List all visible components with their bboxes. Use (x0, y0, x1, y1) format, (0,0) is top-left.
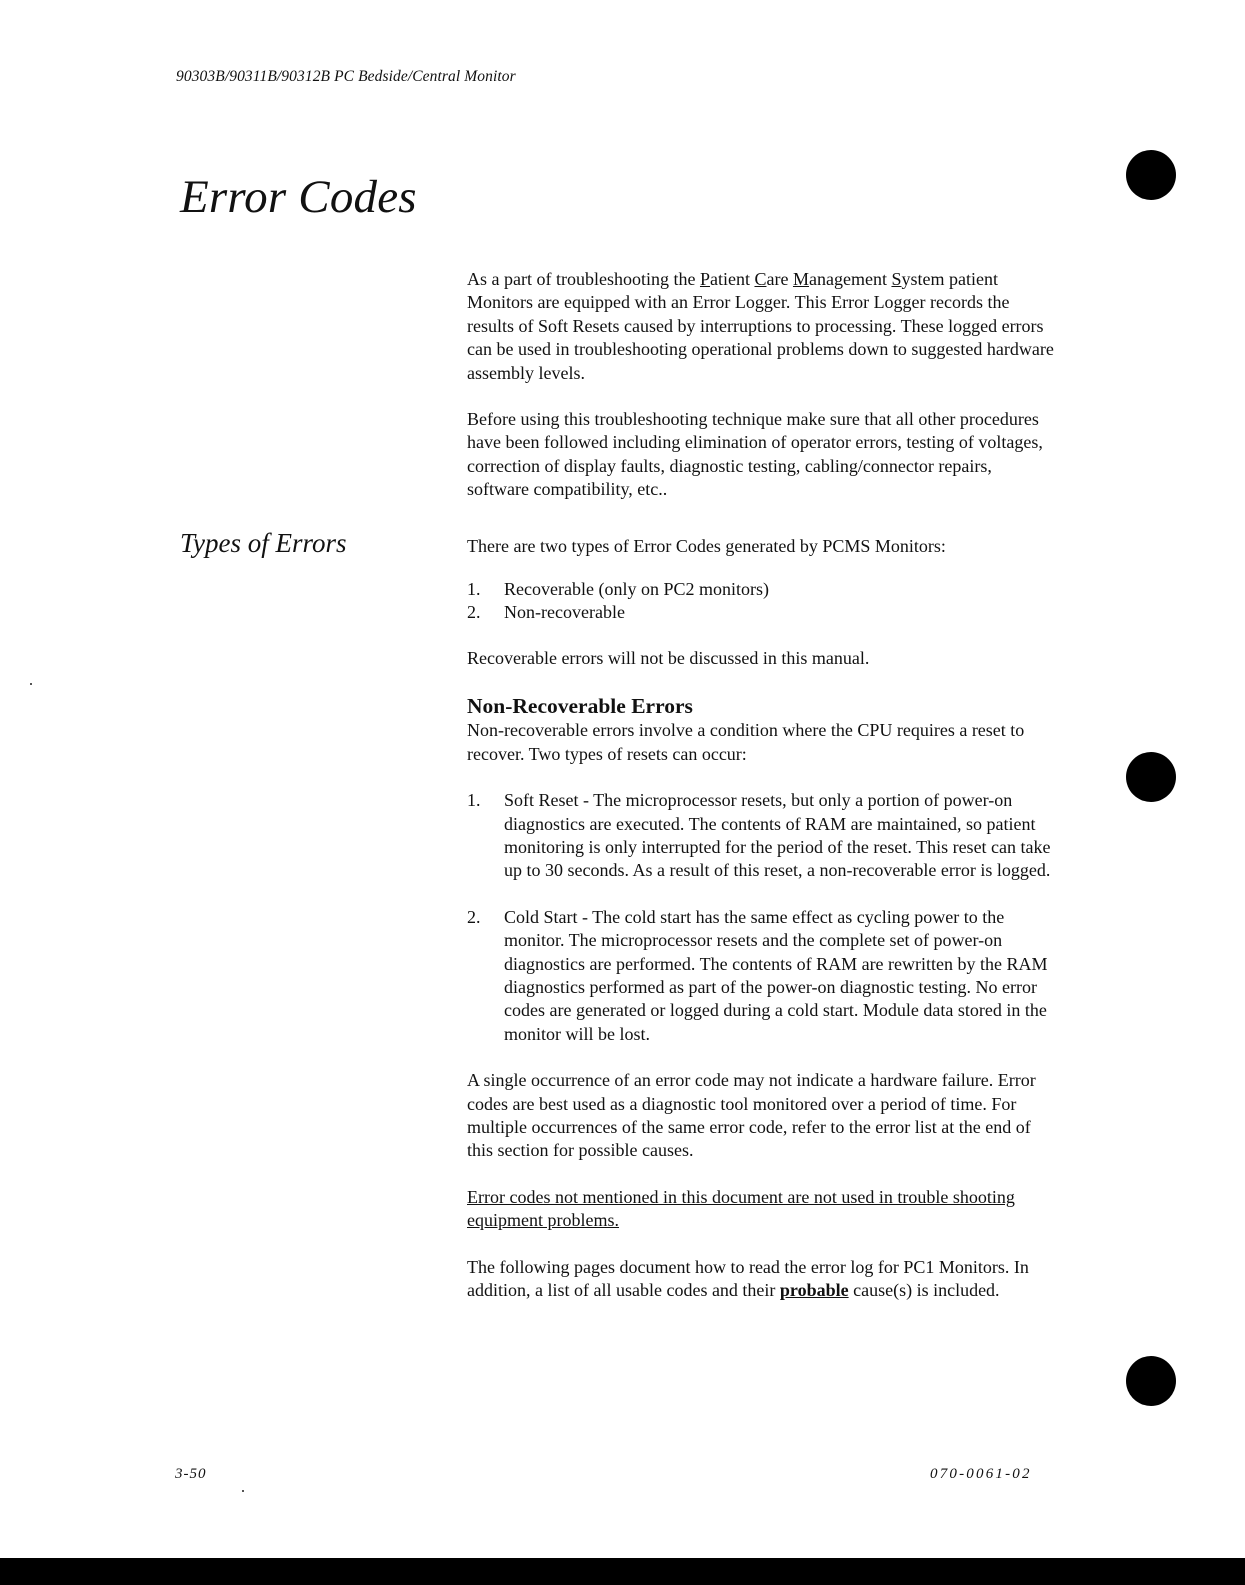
side-heading-types-of-errors: Types of Errors (180, 528, 347, 558)
acronym-initial: S (891, 269, 902, 289)
non-recoverable-heading: Non-Recoverable Errors (467, 694, 693, 719)
page-number: 3-50 (175, 1466, 207, 1482)
underlined-notice: Error codes not mentioned in this document are not used in trouble shooting equipment problems. (467, 1186, 1015, 1231)
acronym-rest: anagement (808, 269, 892, 289)
list-item (467, 789, 1057, 883)
list-item (467, 906, 1057, 1046)
scan-speck (30, 683, 32, 685)
intro-p1-lead: As a part of troubleshooting the (467, 269, 700, 289)
single-occurrence-paragraph: A single occurrence of an error code may not indicate a hardware failure. Error codes are best used as a diagnostic tool monitored over a period of time. For multiple occurrences of the same error code, refer to the error list at the end of this section for possible causes. (467, 1070, 1036, 1161)
binder-hole (1126, 150, 1176, 200)
list-number: 1. (467, 579, 481, 600)
list-number: 2. (467, 602, 481, 623)
acronym-initial: C (754, 269, 767, 289)
error-types-list (467, 578, 1057, 625)
intro-paragraph-1 (467, 268, 1057, 385)
binder-hole (1126, 752, 1176, 802)
list-text: Recoverable (only on PC2 monitors) (504, 579, 769, 600)
probable-emphasis: probable (779, 1280, 849, 1300)
scan-speck (242, 1490, 244, 1492)
acronym-rest: ystem (901, 269, 945, 289)
list-number: 1. (467, 790, 481, 811)
list-text: Non-recoverable (504, 602, 625, 623)
intro-paragraph-2: Before using this troubleshooting technique make sure that all other procedures have been followed including elimination of operator errors, testing of voltages, correction of display faults, diagnostic testing, cabling/connector repairs, software compatibility, etc.. (467, 409, 1043, 500)
types-lead: There are two types of Error Codes generated by PCMS Monitors: (467, 535, 946, 556)
final-paragraph (467, 1256, 1057, 1303)
scan-border (0, 1558, 1245, 1585)
body-column (467, 268, 1057, 1302)
recoverable-note: Recoverable errors will not be discussed in this manual. (467, 647, 870, 668)
intro-p1-tail: patient Monitors are equipped with an Error Logger. This Error Logger records the results of Soft Resets caused by interruptions to processing. These logged errors can be used in troubleshooting operational problems down to suggested hardware assembly levels. (467, 269, 1054, 383)
list-text: Soft Reset - The microprocessor resets, but only a portion of power-on diagnostics are executed. The contents of RAM are maintained, so patient monitoring is only interrupted for the period of the reset. This reset can take up to 30 seconds. As a result of this reset, a non-recoverable error is logged. (504, 790, 1051, 881)
list-item (467, 601, 1057, 624)
pcms-acronym (700, 269, 945, 289)
acronym-rest: are (766, 269, 793, 289)
list-text: Cold Start - The cold start has the same effect as cycling power to the monitor. The microprocessor resets and the complete set of power-on diagnostics are performed. The contents of RAM are rewritten by the RAM diagnostics performed as part of the power-on diagnostic testing. No error codes are generated or logged during a cold start. Module data stored in the monitor will be lost. (504, 906, 1048, 1044)
page-title: Error Codes (180, 171, 417, 223)
non-recoverable-lead: Non-recoverable errors involve a condition where the CPU requires a reset to recover. Two types of resets can occur: (467, 720, 1025, 764)
document-number: 070-0061-02 (930, 1466, 1032, 1482)
final-lead: The following pages document how to read the error log for PC1 Monitors. In addition, a list of all usable codes and their (467, 1256, 1029, 1300)
acronym-initial: P (699, 269, 710, 289)
list-number: 2. (467, 906, 481, 927)
final-tail: cause(s) is included. (848, 1280, 1000, 1300)
list-item (467, 578, 1057, 601)
running-header: 90303B/90311B/90312B PC Bedside/Central Monitor (176, 68, 516, 85)
acronym-rest: atient (709, 269, 755, 289)
binder-hole (1126, 1356, 1176, 1406)
reset-types-list (467, 789, 1057, 1046)
acronym-initial: M (792, 269, 809, 289)
